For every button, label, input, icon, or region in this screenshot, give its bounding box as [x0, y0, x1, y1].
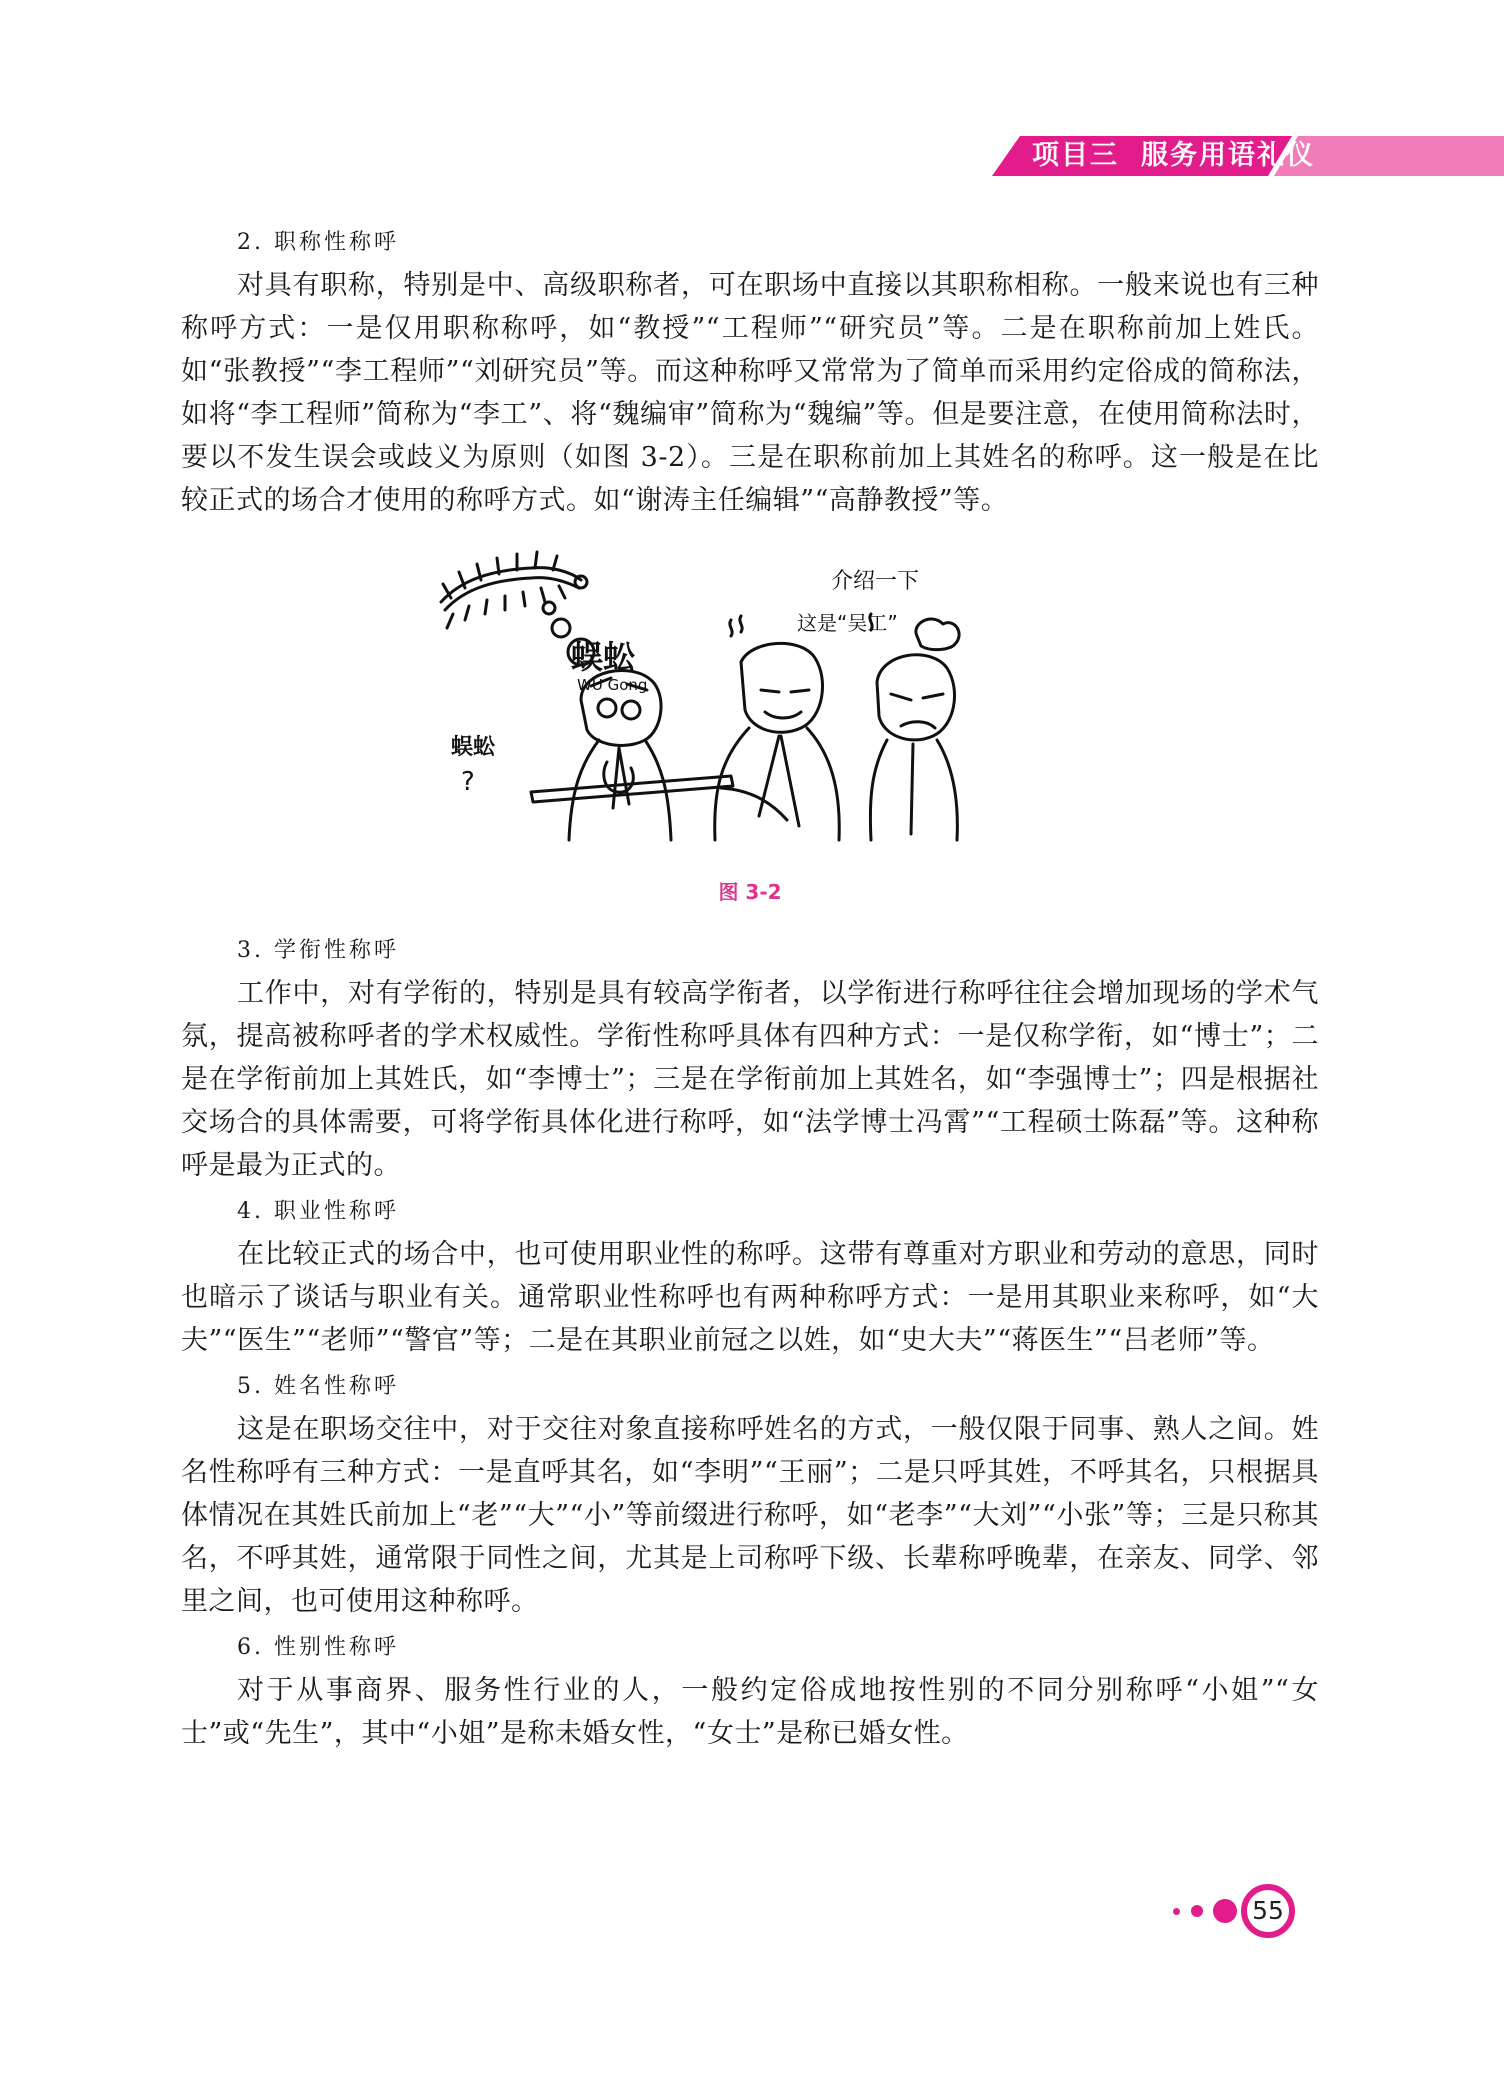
header-project: 项目三	[1032, 140, 1119, 171]
figure-caption: 图 3-2	[718, 880, 782, 904]
section-heading: 3. 学衔性称呼	[237, 938, 399, 963]
header-title	[1032, 136, 1315, 176]
centipede-drawing	[441, 552, 587, 628]
page-dot-icon	[1191, 1905, 1203, 1917]
page-content	[181, 222, 1319, 1759]
figure-text-centipede: 蜈蚣	[571, 638, 636, 676]
figure-text-question: ?	[461, 767, 475, 797]
paragraph: 这是在职场交往中，对于交往对象直接称呼姓名的方式，一般仅限于同事、熟人之间。姓名性称呼有三种方式：一是直呼其名，如“李明”“王丽”；二是只呼其姓，不呼其名，只根据具体情况在其姓氏前加上“老”“大”“小”等前缀进行称呼，如“老李”“大刘”“小张”等；三是只称其名，不呼其姓，通常限于同性之间，尤其是上司称呼下级、长辈称呼晚辈，在亲友、同学、邻里之间，也可使用这种称呼。	[181, 1414, 1319, 1617]
header-chapter: 服务用语礼仪	[1141, 140, 1315, 171]
figure-text-pinyin: WU Gong	[577, 676, 648, 694]
character-wu-gong	[870, 619, 959, 840]
paragraph: 对具有职称，特别是中、高级职称者，可在职场中直接以其职称相称。一般来说也有三种称呼方式：一是仅用职称称呼，如“教授”“工程师”“研究员”等。二是在职称前加上姓氏。如“张教授”“李工程师”“刘研究员”等。而这种称呼又常常为了简单而采用约定俗成的简称法，如将“李工程师”简称为“李工”、将“魏编审”简称为“魏编”等。但是要注意，在使用简称法时，要以不发生误会或歧义为原则（如图 3-2）。三是在职称前加上其姓名的称呼。这一般是在比较正式的场合才使用的称呼方式。如“谢涛主任编辑”“高静教授”等。	[181, 270, 1319, 516]
section-heading: 5. 姓名性称呼	[237, 1374, 399, 1399]
chapter-header-banner	[992, 136, 1504, 176]
figure-3-2	[181, 540, 1319, 930]
figure-text-side: 蜈蚣	[451, 735, 496, 760]
paragraph: 工作中，对有学衔的，特别是具有较高学衔者，以学衔进行称呼往往会增加现场的学术气氛，提高被称呼者的学术权威性。学衔性称呼具体有四种方式：一是仅称学衔，如“博士”；二是在学衔前加上其姓氏，如“李博士”；三是在学衔前加上其姓名，如“李强博士”；四是根据社交场合的具体需要，可将学衔具体化进行称呼，如“法学博士冯霄”“工程硕士陈磊”等。这种称呼是最为正式的。	[181, 978, 1319, 1181]
cartoon-illustration	[431, 540, 1071, 870]
paragraph: 在比较正式的场合中，也可使用职业性的称呼。这带有尊重对方职业和劳动的意思，同时也暗示了谈话与职业有关。通常职业性称呼也有两种称呼方式：一是用其职业来称呼，如“大夫”“医生”“老师”“警官”等；二是在其职业前冠之以姓，如“史大夫”“蒋医生”“吕老师”等。	[181, 1239, 1319, 1356]
section-heading: 6. 性别性称呼	[237, 1635, 399, 1660]
character-introducer	[715, 643, 840, 840]
figure-text-this-is: 这是“吴工”	[797, 611, 898, 635]
page-number-group	[1165, 1880, 1325, 1950]
page-number: 55	[1241, 1884, 1295, 1938]
character-confused	[531, 670, 733, 840]
figure-text-intro: 介绍一下	[831, 569, 920, 594]
section-heading: 4. 职业性称呼	[237, 1199, 399, 1224]
section-heading: 2. 职称性称呼	[237, 230, 399, 255]
page-dot-icon	[1173, 1908, 1180, 1915]
page-dot-icon	[1213, 1899, 1237, 1923]
paragraph: 对于从事商界、服务性行业的人，一般约定俗成地按性别的不同分别称呼“小姐”“女士”或“先生”，其中“小姐”是称未婚女性，“女士”是称已婚女性。	[181, 1675, 1319, 1749]
